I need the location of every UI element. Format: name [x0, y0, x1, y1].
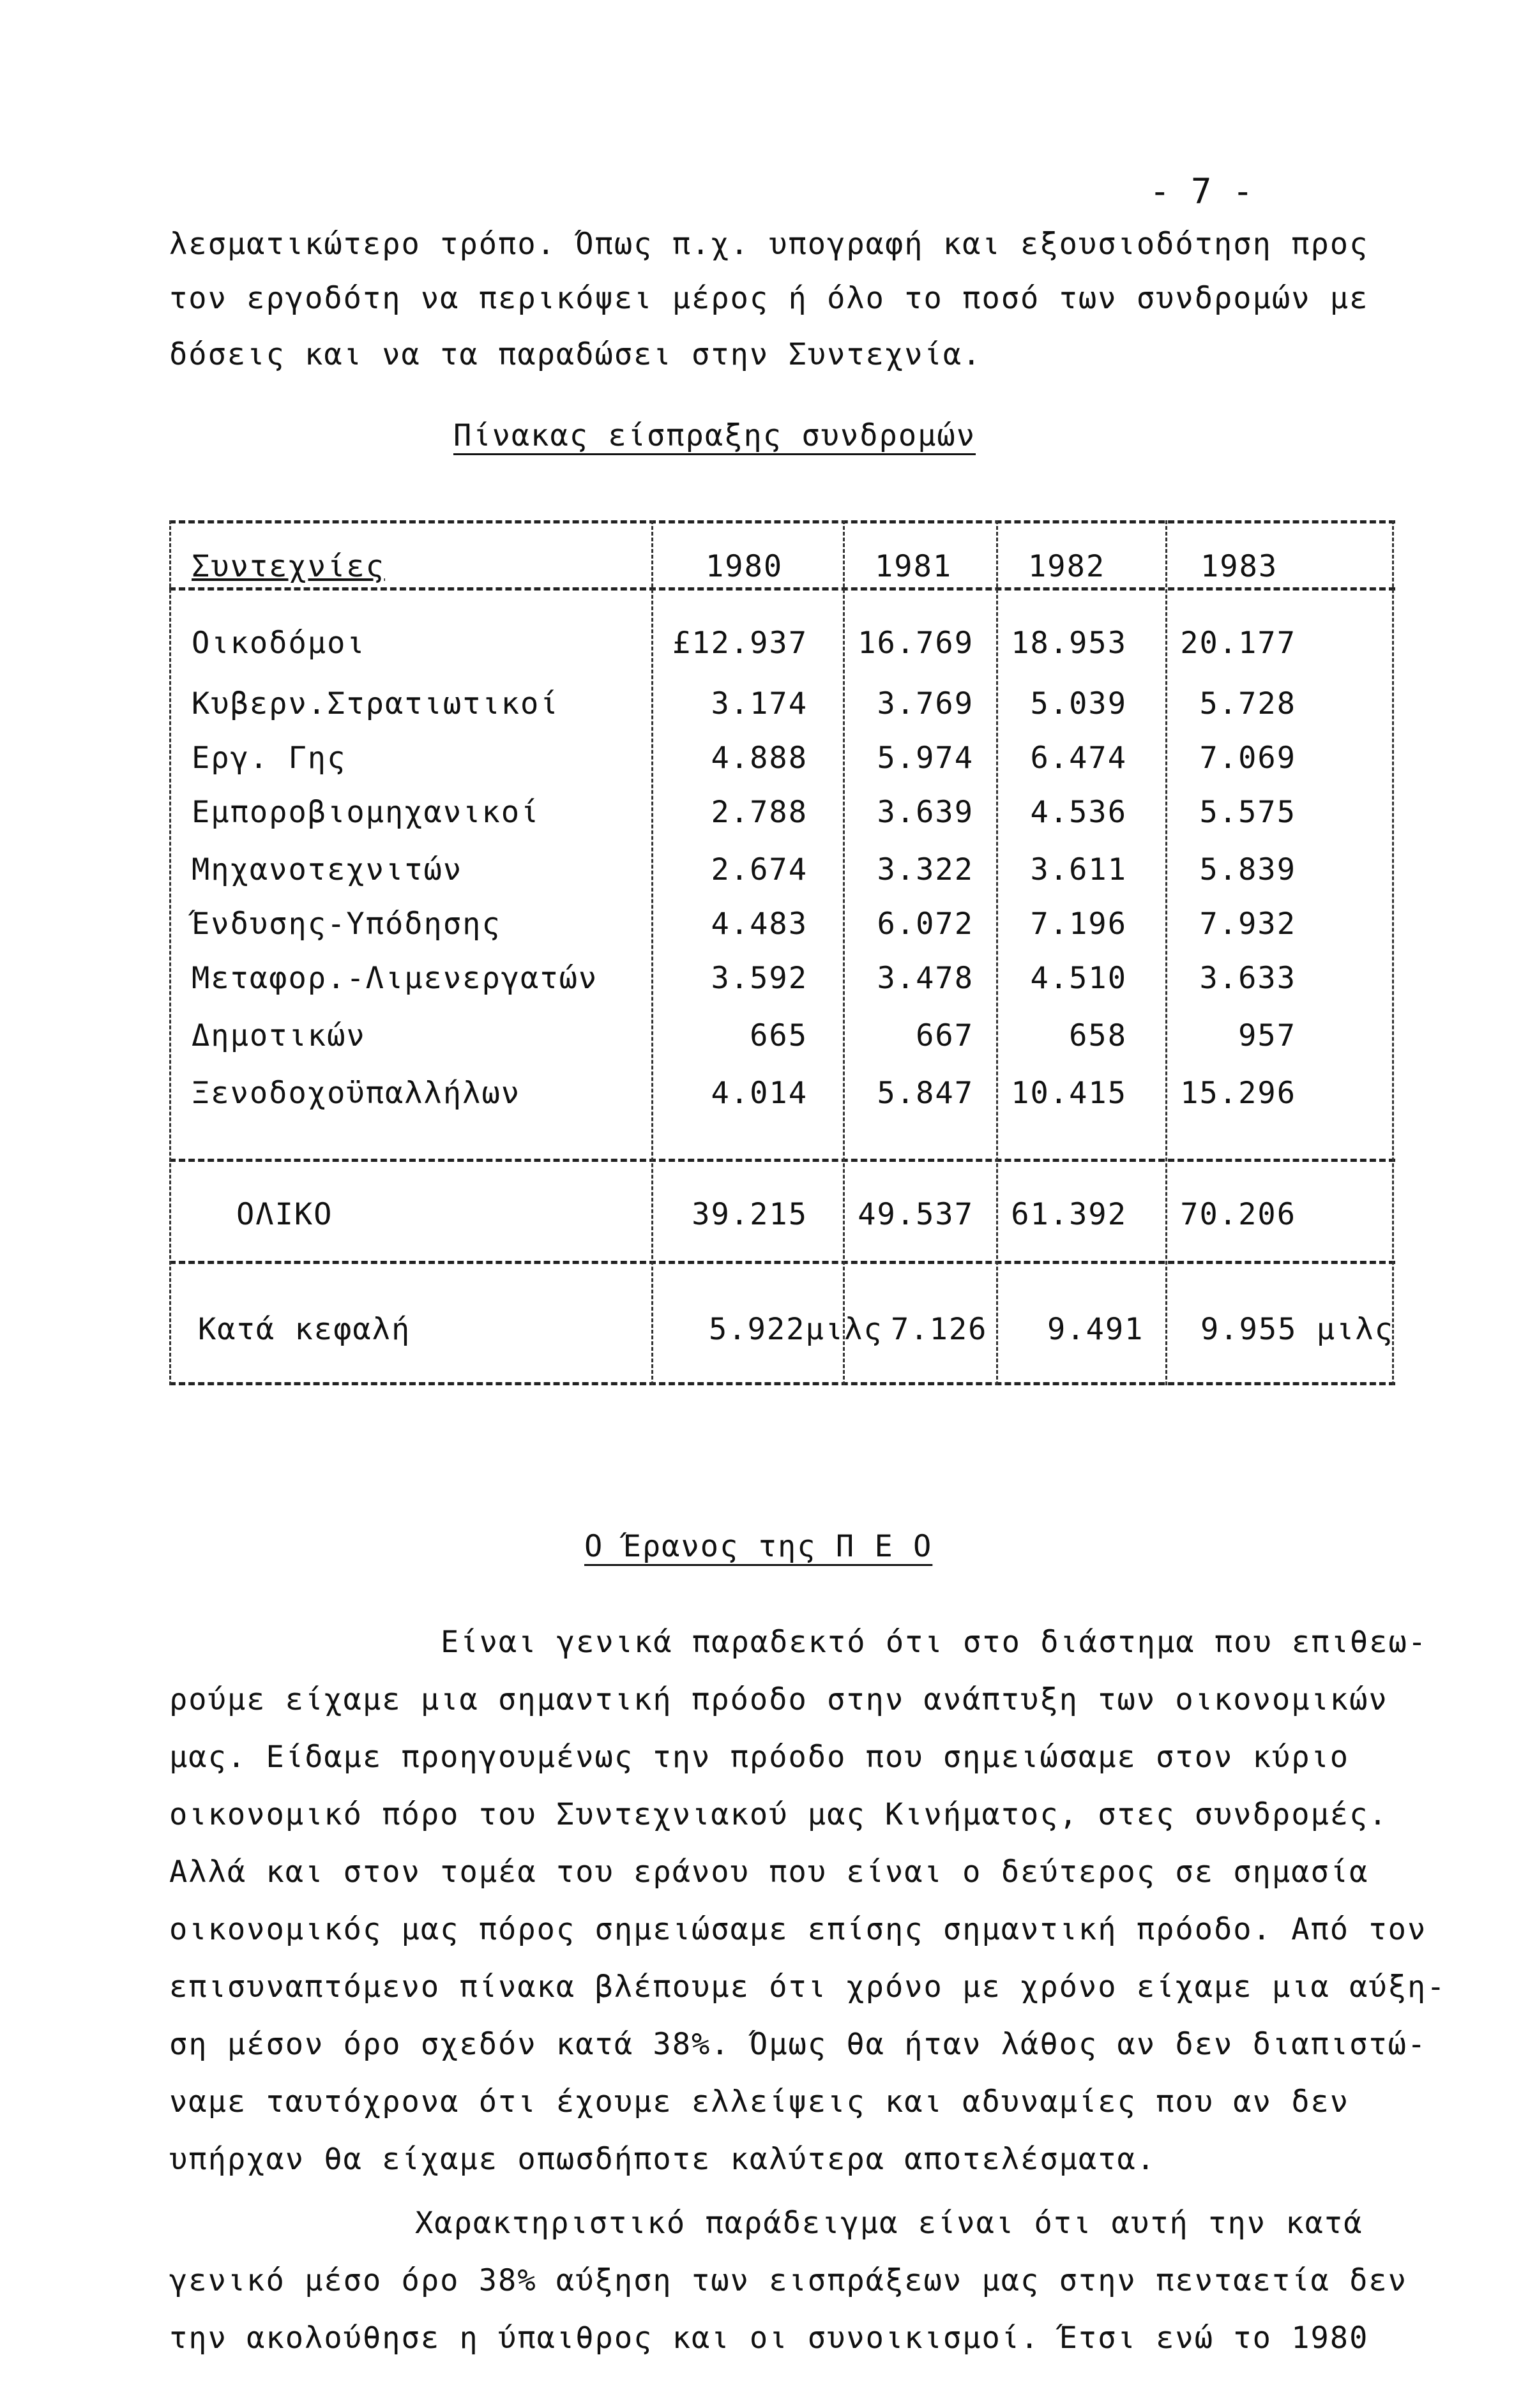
- section-title: Ο Έρανος της Π Ε Ο: [584, 1529, 933, 1564]
- value-1982: 4.510: [1030, 961, 1127, 996]
- value-1983: 15.296: [1180, 1076, 1296, 1111]
- value-1983: 7.932: [1199, 907, 1296, 942]
- value-1983: 7.069: [1199, 741, 1296, 776]
- value-1980: £12.937: [672, 626, 808, 661]
- paragraph-line: Είναι γενικά παραδεκτό ότι στο διάστημα που επιθεω-: [441, 1625, 1428, 1660]
- per-head-1982: 9.491: [1047, 1312, 1144, 1347]
- value-1982: 10.415: [1011, 1076, 1127, 1111]
- intro-line: δόσεις και να τα παραδώσει στην Συντεχνία.: [169, 337, 982, 372]
- total-1980: 39.215: [692, 1197, 808, 1232]
- value-1980: 665: [750, 1018, 808, 1053]
- intro-line: λεσματικώτερο τρόπο. Όπως π.χ. υπογραφή και εξουσιοδότηση προς: [169, 227, 1369, 262]
- per-head-1981: 7.126: [891, 1312, 988, 1347]
- value-1983: 5.839: [1199, 852, 1296, 887]
- value-1981: 3.322: [877, 852, 974, 887]
- union-name: Μηχανοτεχνιτών: [192, 852, 463, 887]
- table-header-label: Συντεχνίες: [192, 549, 385, 584]
- table-rule-bottom: [169, 1382, 1395, 1385]
- value-1980: 4.888: [711, 741, 808, 776]
- paragraph-line: Χαρακτηριστικό παράδειγμα είναι ότι αυτή την κατά: [415, 2206, 1363, 2241]
- per-head-1983: 9.955 μιλς: [1200, 1312, 1394, 1347]
- value-1981: 3.769: [877, 686, 974, 721]
- table-rule-total-top: [169, 1159, 1395, 1162]
- page-number: - 7 -: [1149, 171, 1253, 211]
- year-header: 1980: [706, 549, 783, 584]
- value-1981: 667: [916, 1018, 974, 1053]
- year-header: 1983: [1200, 549, 1278, 584]
- paragraph-line: την ακολούθησε η ύπαιθρος και οι συνοικισμοί. Έτσι ενώ το 1980: [169, 2321, 1369, 2356]
- total-1982: 61.392: [1011, 1197, 1127, 1232]
- value-1982: 18.953: [1011, 626, 1127, 661]
- paragraph-line: ρούμε είχαμε μια σημαντική πρόοδο στην ανάπτυξη των οικονομικών: [169, 1682, 1388, 1717]
- paragraph-line: ση μέσον όρο σχεδόν κατά 38%. Όμως θα ήταν λάθος αν δεν διαπιστώ-: [169, 2027, 1427, 2062]
- paragraph-line: υπήρχαν θα είχαμε οπωσδήποτε καλύτερα αποτελέσματα.: [169, 2142, 1156, 2177]
- table-title: Πίνακας είσπραξης συνδρομών: [453, 418, 976, 453]
- table-rule-top: [169, 520, 1395, 523]
- table-rule-header: [169, 587, 1395, 591]
- value-1983: 5.575: [1199, 795, 1296, 830]
- value-1982: 7.196: [1030, 907, 1127, 942]
- value-1980: 4.483: [711, 907, 808, 942]
- value-1982: 3.611: [1030, 852, 1127, 887]
- total-1981: 49.537: [858, 1197, 974, 1232]
- value-1983: 20.177: [1180, 626, 1296, 661]
- value-1980: 3.174: [711, 686, 808, 721]
- paragraph-line: Αλλά και στον τομέα του εράνου που είναι ο δεύτερος σε σημασία: [169, 1855, 1369, 1890]
- table-rule-total-bottom: [169, 1261, 1395, 1264]
- intro-line: τον εργοδότη να περικόψει μέρος ή όλο το ποσό των συνδρομών με: [169, 281, 1369, 316]
- value-1981: 5.847: [877, 1076, 974, 1111]
- value-1980: 2.674: [711, 852, 808, 887]
- union-name: Ένδυσης-Υπόδησης: [192, 907, 501, 942]
- paragraph-line: επισυναπτόμενο πίνακα βλέπουμε ότι χρόνο με χρόνο είχαμε μια αύξη-: [169, 1969, 1446, 2005]
- year-header: 1982: [1028, 549, 1106, 584]
- paragraph-line: μας. Είδαμε προηγουμένως την πρόοδο που σημειώσαμε στον κύριο: [169, 1740, 1350, 1775]
- total-label: ΟΛΙΚΟ: [236, 1197, 333, 1232]
- table-col-divider: [1165, 520, 1167, 1385]
- union-name: Ξενοδοχοϋπαλλήλων: [192, 1076, 521, 1111]
- union-name: Δημοτικών: [192, 1018, 366, 1053]
- per-head-1980: 5.922μιλς: [709, 1312, 883, 1347]
- value-1981: 5.974: [877, 741, 974, 776]
- union-name: Μεταφορ.-Λιμενεργατών: [192, 961, 598, 996]
- value-1983: 957: [1238, 1018, 1296, 1053]
- value-1981: 6.072: [877, 907, 974, 942]
- value-1982: 6.474: [1030, 741, 1127, 776]
- value-1982: 658: [1069, 1018, 1127, 1053]
- value-1980: 2.788: [711, 795, 808, 830]
- paragraph-line: οικονομικό πόρο του Συντεχνιακού μας Κινήματος, στες συνδρομές.: [169, 1797, 1388, 1832]
- value-1980: 4.014: [711, 1076, 808, 1111]
- per-head-label: Κατά κεφαλή: [198, 1312, 411, 1347]
- paragraph-line: οικονομικός μας πόρος σημειώσαμε επίσης σημαντική πρόοδο. Από τον: [169, 1912, 1427, 1947]
- value-1980: 3.592: [711, 961, 808, 996]
- total-1983: 70.206: [1180, 1197, 1296, 1232]
- union-name: Οικοδόμοι: [192, 626, 366, 661]
- value-1981: 3.639: [877, 795, 974, 830]
- value-1982: 5.039: [1030, 686, 1127, 721]
- table-rule-left: [169, 520, 171, 1385]
- value-1982: 4.536: [1030, 795, 1127, 830]
- paragraph-line: γενικό μέσο όρο 38% αύξηση των εισπράξεων μας στην πενταετία δεν: [169, 2263, 1407, 2298]
- union-name: Κυβερν.Στρατιωτικοί: [192, 686, 559, 721]
- paragraph-line: ναμε ταυτόχρονα ότι έχουμε ελλείψεις και αδυναμίες που αν δεν: [169, 2084, 1350, 2119]
- union-name: Εμποροβιομηχανικοί: [192, 795, 540, 830]
- year-header: 1981: [875, 549, 953, 584]
- union-name: Εργ. Γης: [192, 741, 347, 776]
- value-1983: 3.633: [1199, 961, 1296, 996]
- table-rule-right: [1392, 520, 1394, 1385]
- value-1981: 16.769: [858, 626, 974, 661]
- value-1981: 3.478: [877, 961, 974, 996]
- value-1983: 5.728: [1199, 686, 1296, 721]
